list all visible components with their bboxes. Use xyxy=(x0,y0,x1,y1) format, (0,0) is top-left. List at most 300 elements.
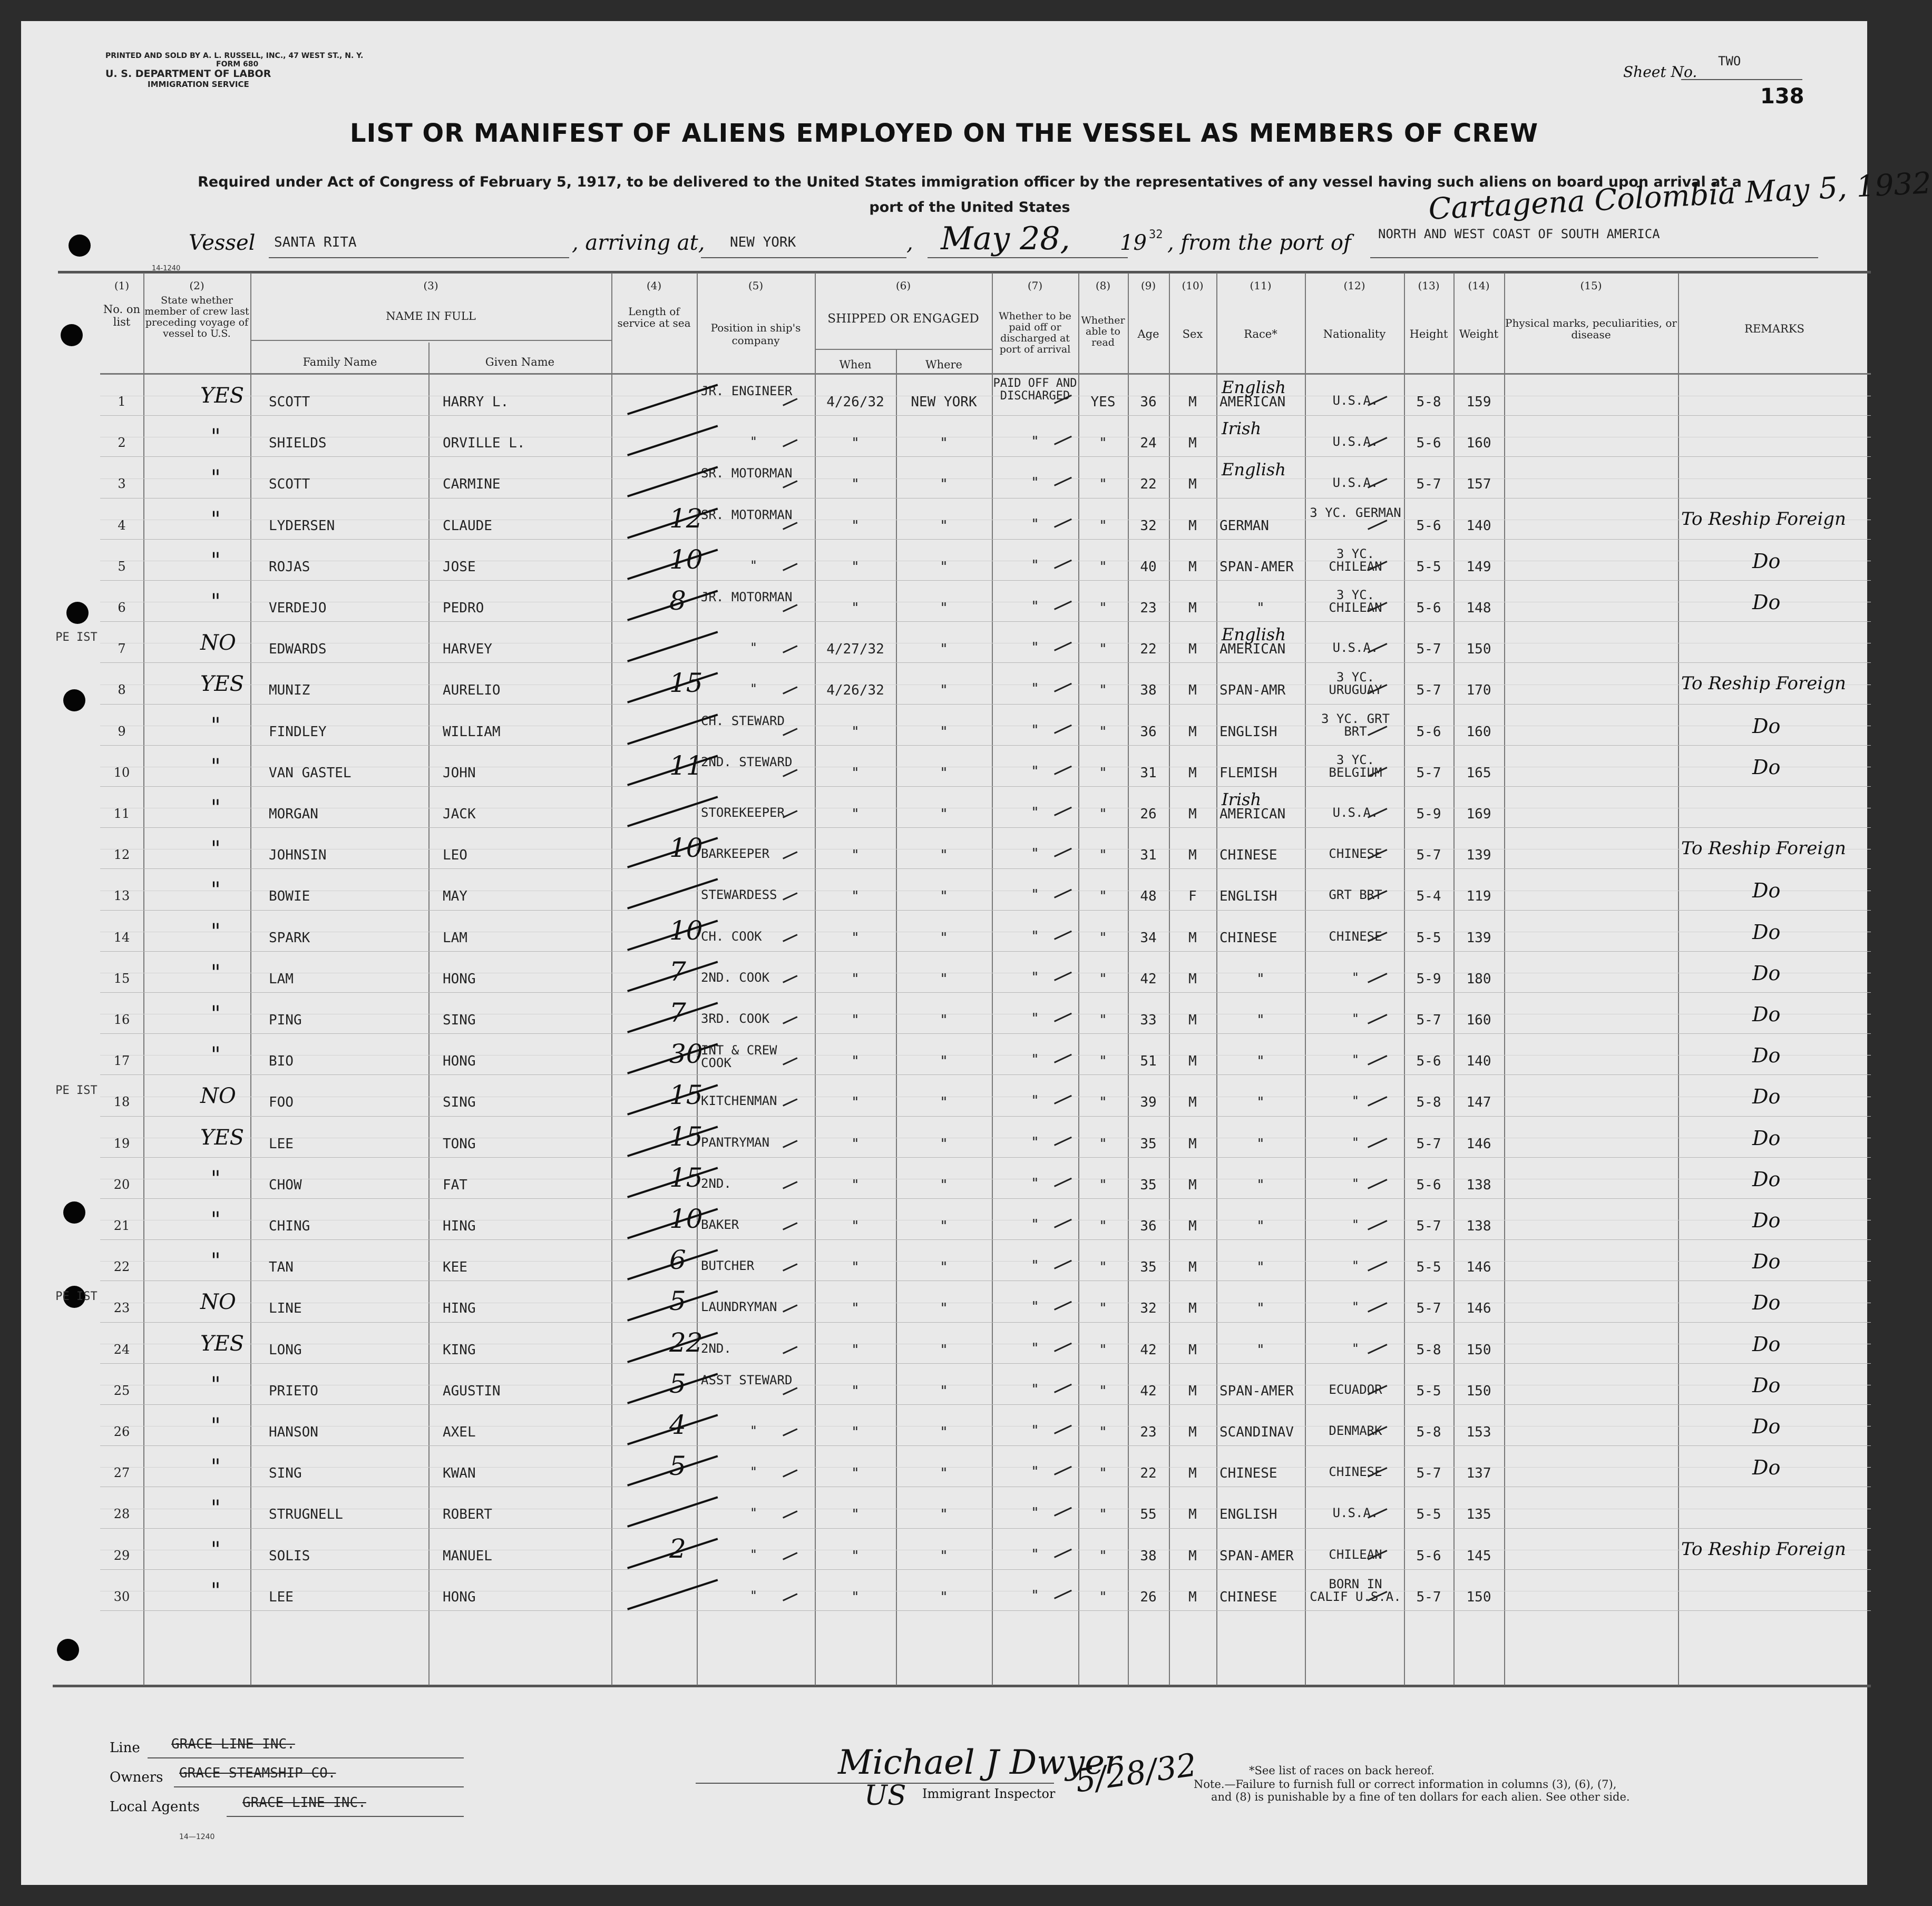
year-label: 19 xyxy=(1120,231,1147,255)
cell-paid: " xyxy=(1031,928,1039,944)
cell-where: " xyxy=(940,1342,948,1358)
cell-paid: " xyxy=(1031,557,1039,573)
cell-weight: 145 xyxy=(1466,1548,1491,1564)
cell-previous-voyage: " xyxy=(211,1537,221,1562)
cell-previous-voyage: YES xyxy=(200,1331,245,1356)
col-header-crew-status: State whether member of crew last preceding voyage of vessel to U.S. xyxy=(144,295,249,339)
cell-where: " xyxy=(940,806,948,822)
cell-sex: M xyxy=(1188,435,1197,452)
cell-position: " xyxy=(749,1423,758,1438)
row-grid-line xyxy=(100,1157,1871,1158)
col-header-remarks: REMARKS xyxy=(1744,322,1804,335)
col-number: (7) xyxy=(1027,279,1043,292)
cell-sex: M xyxy=(1188,1589,1197,1605)
margin-note: PE IST xyxy=(55,1084,97,1098)
cell-read: " xyxy=(1099,1218,1107,1234)
arriving-underline xyxy=(701,257,906,258)
cell-read: " xyxy=(1099,1053,1107,1070)
cell-race: " xyxy=(1256,1012,1265,1028)
cell-position: 2ND. COOK xyxy=(701,970,770,985)
cell-where: " xyxy=(940,1465,948,1482)
cell-height: 5-7 xyxy=(1416,1589,1441,1605)
row-grid-line xyxy=(100,1322,1871,1323)
cell-paid: " xyxy=(1031,846,1039,862)
cell-weight: 149 xyxy=(1466,559,1491,575)
cell-paid: " xyxy=(1031,722,1039,738)
cell-paid: " xyxy=(1031,516,1039,532)
cell-family: FINDLEY xyxy=(269,724,327,740)
cell-sex: M xyxy=(1188,1053,1197,1070)
cell-weight: 170 xyxy=(1466,682,1491,699)
cell-family: VERDEJO xyxy=(269,600,327,616)
cell-no: 17 xyxy=(113,1053,130,1069)
cell-where: " xyxy=(940,1218,948,1234)
cell-when: " xyxy=(851,1053,860,1070)
cell-nationality: 3 YC. GERMAN xyxy=(1310,505,1401,520)
cell-race: SPAN-AMER xyxy=(1219,1548,1294,1564)
cell-paid: " xyxy=(1031,1546,1039,1562)
row-grid-line xyxy=(100,1033,1871,1034)
cell-height: 5-7 xyxy=(1416,1301,1441,1317)
cell-no: 11 xyxy=(113,806,130,821)
cell-race: ENGLISH xyxy=(1219,1507,1277,1523)
length-of-service: 5 xyxy=(669,1286,686,1317)
comma: , xyxy=(906,231,913,255)
cell-weight: 157 xyxy=(1466,476,1491,493)
binder-hole xyxy=(61,324,83,346)
cell-position: STEWARDESS xyxy=(701,887,777,903)
cell-nationality: 3 YC. GRT BRT xyxy=(1321,711,1390,739)
local-agents-label: Local Agents xyxy=(110,1799,200,1815)
cell-where: " xyxy=(940,1012,948,1028)
cell-age: 22 xyxy=(1140,1465,1157,1482)
cell-position: JR. MOTORMAN xyxy=(701,590,793,604)
cell-given: LEO xyxy=(443,847,467,864)
cell-when: " xyxy=(851,559,860,575)
cell-when: " xyxy=(851,1012,860,1028)
cell-height: 5-8 xyxy=(1416,1094,1441,1111)
cell-family: MUNIZ xyxy=(269,682,310,699)
cell-nationality: " xyxy=(1351,1341,1360,1356)
check-tick xyxy=(783,398,797,406)
col-number: (1) xyxy=(114,279,130,292)
cell-remark: Do xyxy=(1752,1167,1781,1191)
cell-weight: 160 xyxy=(1466,435,1491,452)
vessel-name: SANTA RITA xyxy=(274,234,357,250)
length-of-service: 22 xyxy=(669,1327,703,1358)
cell-weight: 148 xyxy=(1466,600,1491,616)
cell-given: PEDRO xyxy=(443,600,484,616)
cell-where: " xyxy=(940,1259,948,1276)
cell-family: SCOTT xyxy=(269,476,310,493)
inspector-signature: Michael J Dwyer xyxy=(838,1743,1121,1782)
form-code-bottom: 14—1240 xyxy=(179,1833,215,1841)
cell-no: 21 xyxy=(113,1218,130,1233)
cell-no: 18 xyxy=(113,1094,130,1110)
cell-sex: M xyxy=(1188,600,1197,616)
row-grid-line xyxy=(100,539,1871,540)
vessel-label: Vessel xyxy=(189,231,256,255)
cell-remark: Do xyxy=(1752,879,1781,903)
col-header-where: Where xyxy=(925,358,962,371)
cell-remark: Do xyxy=(1752,920,1781,944)
cell-nationality: 3 YC. BELGIUM xyxy=(1329,752,1382,780)
cell-height: 5-6 xyxy=(1416,1548,1441,1564)
cell-family: FOO xyxy=(269,1094,294,1111)
cell-age: 51 xyxy=(1140,1053,1157,1070)
cell-race: CHINESE xyxy=(1219,847,1277,864)
cell-where: " xyxy=(940,765,948,781)
cell-weight: 147 xyxy=(1466,1094,1491,1111)
cell-race: " xyxy=(1256,1177,1265,1193)
cell-read: " xyxy=(1099,600,1107,616)
cell-when: " xyxy=(851,1177,860,1193)
col-number: (2) xyxy=(189,279,204,292)
row-grid-line xyxy=(100,786,1871,787)
binder-hole xyxy=(66,602,89,624)
col-header-sex: Sex xyxy=(1182,328,1203,340)
arriving-port: NEW YORK xyxy=(730,234,796,250)
cell-where: " xyxy=(940,971,948,987)
length-of-service: 12 xyxy=(669,503,703,534)
cell-paid: " xyxy=(1031,887,1039,903)
cell-given: AXEL xyxy=(443,1424,476,1440)
cell-paid: " xyxy=(1031,434,1039,450)
cell-age: 24 xyxy=(1140,435,1157,452)
row-grid-line xyxy=(100,498,1871,499)
row-grid-line xyxy=(100,580,1871,581)
owners-label: Owners xyxy=(110,1770,163,1785)
cell-family: BIO xyxy=(269,1053,294,1070)
cell-nationality: " xyxy=(1351,1258,1360,1274)
cell-read: YES xyxy=(1090,394,1116,410)
cell-nationality: CHILEAN xyxy=(1329,1547,1382,1562)
col-header-able-to-read: Whether able to read xyxy=(1081,315,1125,348)
cell-where: " xyxy=(940,1136,948,1152)
cell-weight: 165 xyxy=(1466,765,1491,781)
cell-where: " xyxy=(940,517,948,534)
cell-nationality: U.S.A. xyxy=(1332,393,1379,408)
cell-position: " xyxy=(749,558,758,573)
cell-position: " xyxy=(749,1547,758,1562)
cell-given: MANUEL xyxy=(443,1548,492,1564)
cell-height: 5-7 xyxy=(1416,1012,1441,1028)
cell-given: HING xyxy=(443,1301,476,1317)
cell-nationality: " xyxy=(1351,1011,1360,1026)
cell-family: EDWARDS xyxy=(269,641,327,658)
cell-height: 5-7 xyxy=(1416,682,1441,699)
cell-sex: M xyxy=(1188,1259,1197,1276)
cell-age: 34 xyxy=(1140,930,1157,946)
cell-height: 5-6 xyxy=(1416,1053,1441,1070)
page-number: 138 xyxy=(1760,84,1804,109)
row-grid-line xyxy=(100,415,1871,416)
cell-height: 5-7 xyxy=(1416,1136,1441,1152)
cell-height: 5-7 xyxy=(1416,765,1441,781)
row-grid-line xyxy=(100,827,1871,828)
cell-age: 35 xyxy=(1140,1177,1157,1193)
page-subtitle: Required under Act of Congress of February 5, 1917, to be delivered to the United States immigration officer by the representatives of any vessel having such aliens on board upon arrival at a port of the United States xyxy=(198,174,1742,216)
col-border xyxy=(250,273,251,1685)
subheader-rule xyxy=(815,349,992,350)
cell-read: " xyxy=(1099,435,1107,452)
cell-previous-voyage: " xyxy=(211,1043,221,1068)
owners-underline xyxy=(174,1786,464,1787)
cell-when: " xyxy=(851,724,860,740)
cell-family: LINE xyxy=(269,1301,302,1317)
cell-family: MORGAN xyxy=(269,806,318,822)
cell-given: ROBERT xyxy=(443,1507,492,1523)
cell-age: 22 xyxy=(1140,476,1157,493)
cell-sex: M xyxy=(1188,1177,1197,1193)
cell-given: HARVEY xyxy=(443,641,492,658)
col-header-weight: Weight xyxy=(1459,328,1499,340)
cell-sex: M xyxy=(1188,1465,1197,1482)
cell-race: SPAN-AMER xyxy=(1219,559,1294,575)
cell-age: 23 xyxy=(1140,1424,1157,1440)
cell-age: 32 xyxy=(1140,1301,1157,1317)
cell-race: " xyxy=(1256,971,1265,987)
date-underline xyxy=(928,257,1128,258)
length-of-service: 15 xyxy=(669,1121,703,1152)
cell-where: " xyxy=(940,1424,948,1440)
from-port-underline xyxy=(1370,257,1818,258)
cell-age: 55 xyxy=(1140,1507,1157,1523)
sheet-no-underline xyxy=(1681,79,1802,80)
cell-sex: M xyxy=(1188,641,1197,658)
cell-age: 42 xyxy=(1140,971,1157,987)
cell-height: 5-9 xyxy=(1416,971,1441,987)
cell-sex: M xyxy=(1188,394,1197,410)
cell-where: " xyxy=(940,724,948,740)
cell-given: AURELIO xyxy=(443,682,501,699)
penalty-note: and (8) is punishable by a fine of ten dollars for each alien. See other side. xyxy=(1211,1791,1630,1803)
cell-sex: F xyxy=(1188,888,1197,905)
cell-read: " xyxy=(1099,765,1107,781)
cell-race: " xyxy=(1256,1342,1265,1358)
vessel-underline xyxy=(269,257,569,258)
cell-when: " xyxy=(851,1094,860,1111)
cell-sex: M xyxy=(1188,1424,1197,1440)
cell-previous-voyage: " xyxy=(211,466,221,491)
page-title: LIST OR MANIFEST OF ALIENS EMPLOYED ON THE VESSEL AS MEMBERS OF CREW xyxy=(349,119,1539,148)
cell-where: " xyxy=(940,888,948,905)
cell-position: LAUNDRYMAN xyxy=(701,1299,777,1315)
cell-sex: M xyxy=(1188,1012,1197,1028)
row-grid-line xyxy=(100,1363,1871,1364)
cell-paid: " xyxy=(1031,681,1039,697)
check-tick xyxy=(783,604,797,612)
col-number: (8) xyxy=(1095,279,1111,292)
cell-given: KING xyxy=(443,1342,476,1358)
cell-when: " xyxy=(851,517,860,534)
race-handwritten: English xyxy=(1222,460,1286,480)
cell-weight: 139 xyxy=(1466,847,1491,864)
row-grid-line xyxy=(100,1569,1871,1570)
cell-read: " xyxy=(1099,847,1107,864)
length-of-service: 4 xyxy=(669,1410,686,1440)
cell-height: 5-6 xyxy=(1416,724,1441,740)
cell-previous-voyage: YES xyxy=(200,672,245,697)
cell-no: 2 xyxy=(118,435,126,451)
cell-previous-voyage: " xyxy=(211,960,221,985)
cell-family: HANSON xyxy=(269,1424,318,1440)
col-border xyxy=(697,273,698,1685)
check-tick xyxy=(783,769,797,777)
col-number: (6) xyxy=(895,279,911,292)
cell-given: JACK xyxy=(443,806,476,822)
cell-nationality: U.S.A. xyxy=(1332,1506,1379,1521)
cell-position: " xyxy=(749,681,758,697)
cell-remark: Do xyxy=(1752,714,1781,738)
cell-weight: 160 xyxy=(1466,724,1491,740)
binder-hole xyxy=(63,689,85,711)
cell-read: " xyxy=(1099,1424,1107,1440)
cell-given: AGUSTIN xyxy=(443,1383,501,1399)
arrival-date: May 28, xyxy=(941,220,1070,257)
col-header-shipped: SHIPPED OR ENGAGED xyxy=(827,312,979,326)
cell-height: 5-7 xyxy=(1416,476,1441,493)
cell-paid: " xyxy=(1031,1587,1039,1604)
cell-race: " xyxy=(1256,600,1265,616)
cell-previous-voyage: " xyxy=(211,1002,221,1026)
cell-nationality: " xyxy=(1351,1052,1360,1068)
cell-previous-voyage: " xyxy=(211,796,221,820)
cell-weight: 150 xyxy=(1466,1589,1491,1605)
sheet-no-label: Sheet No. xyxy=(1623,63,1697,81)
cell-previous-voyage: " xyxy=(211,425,221,449)
cell-no: 29 xyxy=(113,1548,130,1563)
col-header-length: Length of service at sea xyxy=(617,305,691,329)
cell-remark: Do xyxy=(1752,1126,1781,1150)
cell-age: 36 xyxy=(1140,724,1157,740)
cell-where: " xyxy=(940,641,948,658)
margin-note: PE IST xyxy=(55,1290,97,1304)
cell-height: 5-7 xyxy=(1416,847,1441,864)
cell-sex: M xyxy=(1188,476,1197,493)
cell-previous-voyage: " xyxy=(211,1166,221,1191)
from-port-label: , from the port of xyxy=(1167,231,1351,255)
cell-read: " xyxy=(1099,888,1107,905)
penalty-note: Note.—Failure to furnish full or correct information in columns (3), (6), (7), xyxy=(1194,1778,1617,1791)
cell-remark: Do xyxy=(1752,591,1781,614)
length-of-service: 10 xyxy=(669,544,703,575)
cell-given: KEE xyxy=(443,1259,467,1276)
cell-family: LEE xyxy=(269,1589,294,1605)
cell-height: 5-5 xyxy=(1416,1383,1441,1399)
cell-given: JOHN xyxy=(443,765,476,781)
cell-given: HONG xyxy=(443,971,476,987)
manifest-sheet xyxy=(21,21,1932,1885)
subheader-rule xyxy=(250,340,611,341)
cell-remark: Do xyxy=(1752,1415,1781,1438)
cell-age: 42 xyxy=(1140,1342,1157,1358)
cell-race: CHINESE xyxy=(1219,930,1277,946)
cell-weight: 150 xyxy=(1466,1383,1491,1399)
cell-height: 5-6 xyxy=(1416,435,1441,452)
cell-read: " xyxy=(1099,1548,1107,1564)
cell-previous-voyage: NO xyxy=(200,1084,236,1109)
row-grid-line xyxy=(100,662,1871,663)
col-header-when: When xyxy=(839,358,872,371)
cell-sex: M xyxy=(1188,1548,1197,1564)
cell-family: SCOTT xyxy=(269,394,310,410)
cell-family: SHIELDS xyxy=(269,435,327,452)
cell-position: BAKER xyxy=(701,1217,739,1232)
cell-no: 7 xyxy=(118,641,126,657)
cell-position: 2ND. STEWARD xyxy=(701,754,793,769)
check-tick xyxy=(783,522,797,530)
cell-no: 4 xyxy=(118,517,126,533)
cell-position: 3RD. COOK xyxy=(701,1011,770,1026)
cell-no: 30 xyxy=(113,1589,130,1604)
cell-where: " xyxy=(940,1177,948,1193)
cell-nationality: " xyxy=(1351,1176,1360,1191)
line-label: Line xyxy=(110,1740,140,1756)
cell-no: 1 xyxy=(118,394,126,409)
cell-position: KITCHENMAN xyxy=(701,1093,777,1109)
col-number: (5) xyxy=(748,279,764,292)
row-grid-line xyxy=(100,1404,1871,1405)
cell-age: 38 xyxy=(1140,682,1157,699)
cell-family: CHOW xyxy=(269,1177,302,1193)
cell-sex: M xyxy=(1188,1094,1197,1111)
cell-remark: Do xyxy=(1752,961,1781,985)
check-tick xyxy=(783,1387,797,1395)
col-header-height: Height xyxy=(1409,328,1448,340)
cell-sex: M xyxy=(1188,971,1197,987)
agents-value: GRACE LINE INC. xyxy=(242,1795,366,1811)
owners-value: GRACE STEAMSHIP CO. xyxy=(179,1765,336,1781)
col-number: (4) xyxy=(646,279,662,292)
cell-where: " xyxy=(940,682,948,699)
cell-when: " xyxy=(851,1507,860,1523)
cell-race: ENGLISH xyxy=(1219,724,1277,740)
cell-when: " xyxy=(851,765,860,781)
cell-weight: 146 xyxy=(1466,1301,1491,1317)
cell-remark: To Reship Foreign xyxy=(1681,508,1846,530)
cell-race: CHINESE xyxy=(1219,1465,1277,1482)
col-number: (9) xyxy=(1140,279,1156,292)
cell-family: STRUGNELL xyxy=(269,1507,343,1523)
cell-previous-voyage: " xyxy=(211,507,221,532)
cell-weight: 139 xyxy=(1466,930,1491,946)
cell-paid: " xyxy=(1031,1340,1039,1356)
cell-race: FLEMISH xyxy=(1219,765,1277,781)
cell-no: 19 xyxy=(113,1136,130,1151)
cell-position: BUTCHER xyxy=(701,1258,755,1274)
cell-nationality: 3 YC. CHILEAN xyxy=(1329,588,1382,615)
cell-weight: 146 xyxy=(1466,1136,1491,1152)
col-header-position: Position in ship's company xyxy=(710,321,801,347)
cell-where: " xyxy=(940,476,948,493)
cell-race: " xyxy=(1256,1301,1265,1317)
cell-position: ASST STEWARD xyxy=(701,1372,793,1387)
cell-family: SPARK xyxy=(269,930,310,946)
cell-height: 5-5 xyxy=(1416,930,1441,946)
cell-remark: Do xyxy=(1752,1209,1781,1232)
cell-previous-voyage: " xyxy=(211,590,221,614)
cell-given: JOSE xyxy=(443,559,476,575)
cell-no: 8 xyxy=(118,682,126,698)
cell-when: " xyxy=(851,1301,860,1317)
cell-paid: " xyxy=(1031,1052,1039,1068)
cell-weight: 160 xyxy=(1466,1012,1491,1028)
cell-previous-voyage: YES xyxy=(200,1125,245,1150)
cell-sex: M xyxy=(1188,1218,1197,1234)
cell-height: 5-6 xyxy=(1416,600,1441,616)
cell-weight: 140 xyxy=(1466,517,1491,534)
